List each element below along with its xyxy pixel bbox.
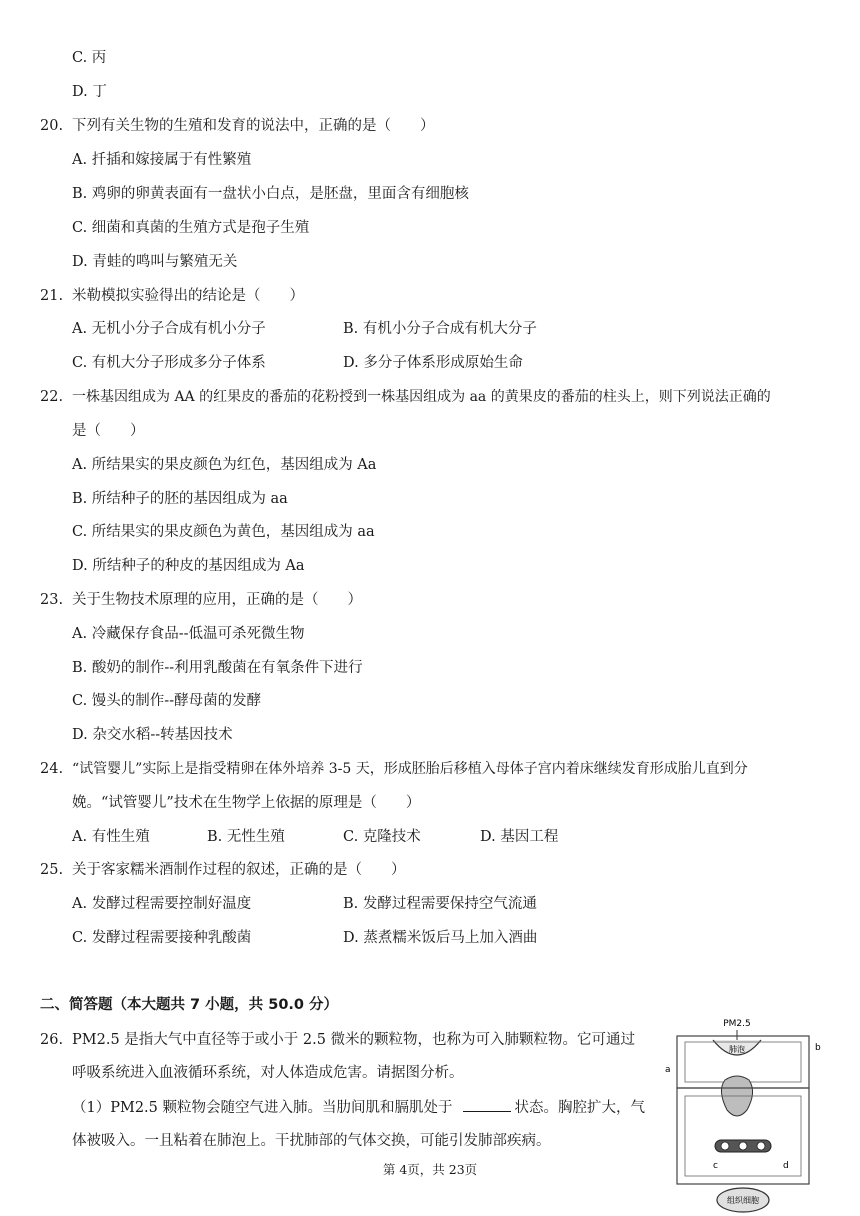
question-stem: 关于生物技术原理的应用，正确的是（ ）: [72, 592, 362, 608]
question-number: 21.: [40, 288, 64, 304]
question-stem-continued: 娩。“试管婴儿”技术在生物学上依据的原理是（ ）: [72, 795, 421, 811]
question-stem-continued: 是（ ）: [72, 423, 145, 439]
option-d: D. 杂交水稻--转基因技术: [72, 727, 233, 743]
option-a: A. 冷藏保存食品--低温可杀死微生物: [72, 626, 305, 642]
question-stem: “试管婴儿”实际上是指受精卵在体外培养 3-5 天，形成胚胎后移植入母体子宫内着床继续发育形成胎儿直到分: [72, 761, 748, 777]
sub-question-text-after: 状态。胸腔扩大，气: [514, 1100, 645, 1116]
question-stem: 米勒模拟实验得出的结论是（ ）: [72, 288, 304, 304]
question-number: 25.: [40, 862, 64, 878]
section-title: 二、简答题（本大题共 7 小题，共 50.0 分）: [40, 997, 339, 1013]
lung-label: 肺泡: [729, 1045, 745, 1054]
label-b: b: [815, 1043, 821, 1053]
question-stem-continued: 呼吸系统进入血液循环系统，对人体造成危害。请据图分析。: [72, 1065, 464, 1081]
option-d: D. 多分子体系形成原始生命: [343, 355, 523, 371]
question-stem: 一株基因组成为 AA 的红果皮的番茄的花粉授到一株基因组成为 aa 的黄果皮的番茄的柱头上，则下列说法正确的: [72, 389, 771, 405]
option-c: C. 丙: [72, 50, 107, 66]
option-a: A. 扦插和嫁接属于有性繁殖: [72, 152, 252, 168]
option-d: D. 丁: [72, 84, 107, 100]
option-b: B. 发酵过程需要保持空气流通: [343, 896, 537, 912]
option-b: B. 所结种子的胚的基因组成为 aa: [72, 491, 288, 507]
question-stem: 下列有关生物的生殖和发育的说法中，正确的是（ ）: [72, 118, 435, 134]
label-a: a: [665, 1065, 671, 1075]
question-number: 24.: [40, 761, 64, 777]
option-c: C. 克隆技术: [343, 829, 421, 845]
tissue-label: 组织细胞: [727, 1196, 759, 1205]
option-b: B. 酸奶的制作--利用乳酸菌在有氧条件下进行: [72, 660, 363, 676]
question-number: 22.: [40, 389, 64, 405]
option-a: A. 所结果实的果皮颜色为红色，基因组成为 Aa: [72, 457, 377, 473]
option-a: A. 发酵过程需要控制好温度: [72, 896, 252, 912]
option-b: B. 鸡卵的卵黄表面有一盘状小白点，是胚盘，里面含有细胞核: [72, 186, 469, 202]
option-b: B. 无性生殖: [207, 829, 285, 845]
sub-question-1: [72, 1097, 645, 1118]
option-b: B. 有机小分子合成有机大分子: [343, 321, 537, 337]
question-stem: 关于客家糯米酒制作过程的叙述，正确的是（ ）: [72, 862, 406, 878]
option-a: A. 无机小分子合成有机小分子: [72, 321, 266, 337]
option-a: A. 有性生殖: [72, 829, 150, 845]
option-d: D. 蒸煮糯米饭后马上加入酒曲: [343, 930, 538, 946]
page-footer: 第 4页，共 23页: [382, 1162, 478, 1177]
circulation-diagram: [655, 1010, 830, 1216]
question-number: 26.: [40, 1032, 64, 1048]
sub-question-1-continued: 体被吸入。一且粘着在肺泡上。干扰肺部的气体交换，可能引发肺部疾病。: [72, 1133, 551, 1149]
option-c: C. 有机大分子形成多分子体系: [72, 355, 266, 371]
option-d: D. 基因工程: [480, 829, 559, 845]
option-d: D. 青蛙的鸣叫与繁殖无关: [72, 254, 238, 270]
option-c: C. 所结果实的果皮颜色为黄色，基因组成为 aa: [72, 524, 375, 540]
option-c: C. 细菌和真菌的生殖方式是孢子生殖: [72, 220, 310, 236]
label-d: d: [783, 1161, 789, 1171]
question-number: 20.: [40, 118, 64, 134]
option-c: C. 发酵过程需要接种乳酸菌: [72, 930, 252, 946]
diagram-title: PM2.5: [723, 1019, 751, 1029]
answer-blank[interactable]: [463, 1097, 511, 1112]
option-c: C. 馒头的制作--酵母菌的发酵: [72, 693, 262, 709]
label-c: c: [713, 1161, 718, 1171]
question-number: 23.: [40, 592, 64, 608]
option-d: D. 所结种子的种皮的基因组成为 Aa: [72, 558, 305, 574]
sub-question-text: （1）PM2.5 颗粒物会随空气进入肺。当肋间肌和膈肌处于: [72, 1100, 453, 1116]
question-stem: PM2.5 是指大气中直径等于或小于 2.5 微米的颗粒物，也称为可入肺颗粒物。它可通过: [72, 1032, 636, 1048]
